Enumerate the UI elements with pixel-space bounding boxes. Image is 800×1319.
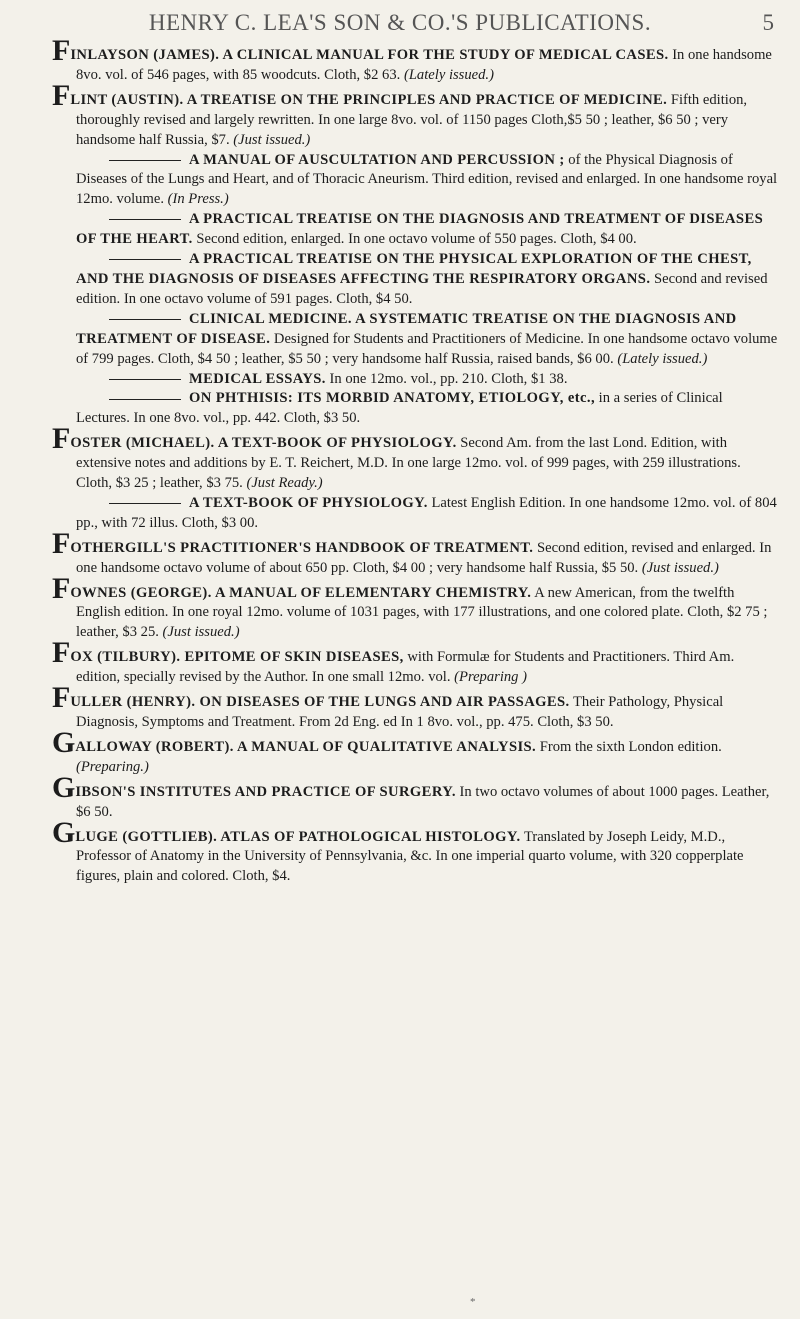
entry-heading: CLINICAL MEDICINE. A SYSTEMATIC TREATISE ON THE DIAGNOSIS AND TREATMENT OF DISEASE. [76, 310, 737, 347]
ditto-dash [109, 399, 181, 400]
ditto-dash [109, 259, 181, 260]
entry-heading: ALLOWAY (ROBERT). A MANUAL OF QUALITATIVE ANALYSIS. [75, 738, 537, 755]
ditto-dash [109, 219, 181, 220]
ditto-dash [109, 160, 181, 161]
drop-initial: F [52, 636, 71, 670]
drop-initial: F [52, 78, 71, 112]
entry-description: Fifth edition, thoroughly revised and largely rewritten. In one large 8vo. vol. of 1150 pages Cloth,$5 50 ; leather, $6 50 ; very handsome half Russia, $7. [76, 91, 748, 148]
entry-heading: ON PHTHISIS: ITS MORBID ANATOMY, ETIOLOGY, etc., [189, 390, 595, 407]
running-head [0, 4, 800, 38]
entry-description: Translated by Joseph Leidy, M.D., Professor of Anatomy in the University of Pennsylvania, &c. In one imperial quarto volume, with 320 copperplate figures, plain and colored. Cloth, $4. [76, 828, 744, 885]
entry-heading: OTHERGILL'S PRACTITIONER'S HANDBOOK OF TREATMENT. [70, 539, 534, 556]
entry-heading: OSTER (MICHAEL). A TEXT-BOOK OF PHYSIOLOGY. [70, 435, 457, 452]
publication-status: (Preparing.) [76, 758, 149, 775]
bottom-mark: * [470, 1296, 476, 1308]
drop-initial: G [52, 770, 76, 804]
publication-status: (Just Ready.) [246, 475, 323, 492]
entry-heading: A MANUAL OF AUSCULTATION AND PERCUSSION ; [189, 151, 565, 168]
catalog-entry [52, 34, 778, 86]
entry-description: of the Physical Diagnosis of Diseases of the Lungs and Heart, and of Thoracic Aneurism. Third edition, revised and enlarged. In one handsome royal 12mo. volume. [76, 151, 778, 208]
entry-description: in a series of Clinical Lectures. In one 8vo. vol., pp. 442. Cloth, $3 50. [76, 390, 723, 427]
catalog-entry [52, 636, 778, 688]
entry-description: In one handsome 8vo. vol. of 546 pages, with 85 woodcuts. Cloth, $2 63. [76, 47, 772, 83]
publication-status: (Preparing ) [454, 669, 527, 686]
ditto-dash [109, 379, 181, 380]
drop-initial: F [52, 681, 71, 715]
ditto-dash [109, 503, 181, 504]
catalog-sub-entry [52, 494, 778, 534]
header-title: HENRY C. LEA'S SON & CO.'S PUBLICATIONS. [148, 10, 652, 35]
publication-status: (Just issued.) [162, 624, 240, 641]
publication-status: (Lately issued.) [617, 350, 708, 367]
drop-initial: G [52, 725, 76, 759]
entry-description: Second edition, revised and enlarged. In one handsome octavo volume of about 650 pp. Cloth, $4 00 ; very handsome half Russia, $5 50. [76, 539, 772, 576]
entry-heading: INLAYSON (JAMES). A CLINICAL MANUAL FOR THE STUDY OF MEDICAL CASES. [70, 47, 669, 63]
entry-heading: LUGE (GOTTLIEB). ATLAS OF PATHOLOGICAL HISTOLOGY. [75, 828, 521, 845]
catalog-sub-entry [52, 250, 778, 310]
entry-heading: OX (TILBURY). EPITOME OF SKIN DISEASES, [70, 649, 404, 666]
catalog-sub-entry [52, 389, 778, 429]
entry-description: Second and revised edition. In one octavo volume of 591 pages. Cloth, $4 50. [76, 270, 768, 307]
catalog-entry [52, 770, 778, 823]
catalog-sub-entry [52, 310, 778, 370]
drop-initial: F [52, 571, 71, 605]
entry-heading: MEDICAL ESSAYS. [189, 370, 326, 387]
entry-heading: A TEXT-BOOK OF PHYSIOLOGY. [189, 494, 428, 511]
entry-description: From the sixth London edition. [536, 738, 722, 755]
catalog-entry [52, 422, 778, 494]
entry-heading: IBSON'S INSTITUTES AND PRACTICE OF SURGERY. [75, 783, 456, 800]
drop-initial: F [52, 34, 71, 67]
catalog-entry [52, 571, 778, 644]
page-number: 5 [762, 10, 774, 35]
entry-description: In two octavo volumes of about 1000 pages. Leather, $6 50. [76, 783, 770, 820]
catalog-sub-entry [52, 151, 778, 211]
entry-description: In one 12mo. vol., pp. 210. Cloth, $1 38. [325, 370, 568, 387]
publication-status: (Just issued.) [641, 559, 719, 576]
entry-heading: A PRACTICAL TREATISE ON THE PHYSICAL EXPLORATION OF THE CHEST, AND THE DIAGNOSIS OF DISEASES AFFECTING THE RESPIRATORY ORGANS. [76, 251, 752, 287]
drop-initial: G [52, 815, 76, 849]
catalog-entry [52, 815, 778, 888]
publication-status: (Just issued.) [233, 131, 311, 148]
entry-description: with Formulæ for Students and Practitioners. Third Am. edition, specially revised by the Author. In one small 12mo. vol. [76, 649, 735, 686]
entry-description: Latest English Edition. In one handsome 12mo. vol. of 804 pp., with 72 illus. Cloth, $3 00. [76, 494, 777, 531]
catalog-entry [52, 78, 778, 151]
entry-heading: A PRACTICAL TREATISE ON THE DIAGNOSIS AND TREATMENT OF DISEASES OF THE HEART. [76, 211, 764, 248]
entry-description: A new American, from the twelfth English edition. In one royal 12mo. volume of 1031 pages, with 177 illustrations, and one colored plate. Cloth, $2 75 ; leather, $3 25. [76, 584, 768, 641]
catalog-sub-entry [52, 210, 778, 250]
catalog-entry [52, 725, 778, 778]
entry-heading: OWNES (GEORGE). A MANUAL OF ELEMENTARY CHEMISTRY. [70, 584, 532, 601]
entry-heading: ULLER (HENRY). ON DISEASES OF THE LUNGS AND AIR PASSAGES. [70, 694, 570, 711]
catalog-entry [52, 526, 778, 579]
ditto-dash [109, 319, 181, 320]
entry-description: Second edition, enlarged. In one octavo volume of 550 pages. Cloth, $4 00. [192, 231, 637, 248]
drop-initial: F [52, 526, 71, 560]
entry-heading: LINT (AUSTIN). A TREATISE ON THE PRINCIPLES AND PRACTICE OF MEDICINE. [70, 91, 668, 108]
entry-description: Designed for Students and Practitioners of Medicine. In one handsome octavo volume of 799 pages. Cloth, $4 50 ; leather, $5 50 ; very handsome half Russia, raised bands, $6 00. [76, 330, 778, 367]
entry-description: Second Am. from the last Lond. Edition, with extensive notes and additions by E. T. Reichert, M.D. In one large 12mo. vol. of 999 pages, with 259 illustrations. Cloth, $3 25 ; leather, $3 75. [76, 435, 741, 492]
catalog-entry [52, 681, 778, 733]
catalog-sub-entry [52, 370, 778, 390]
publication-status: (Lately issued.) [403, 66, 494, 83]
entry-description: Their Pathology, Physical Diagnosis, Symptoms and Treatment. From 2d Eng. ed In 1 8vo. vol., pp. 475. Cloth, $3 50. [76, 694, 724, 730]
drop-initial: F [52, 422, 71, 456]
catalog-entries [52, 34, 778, 887]
publication-status: (In Press.) [167, 191, 229, 208]
